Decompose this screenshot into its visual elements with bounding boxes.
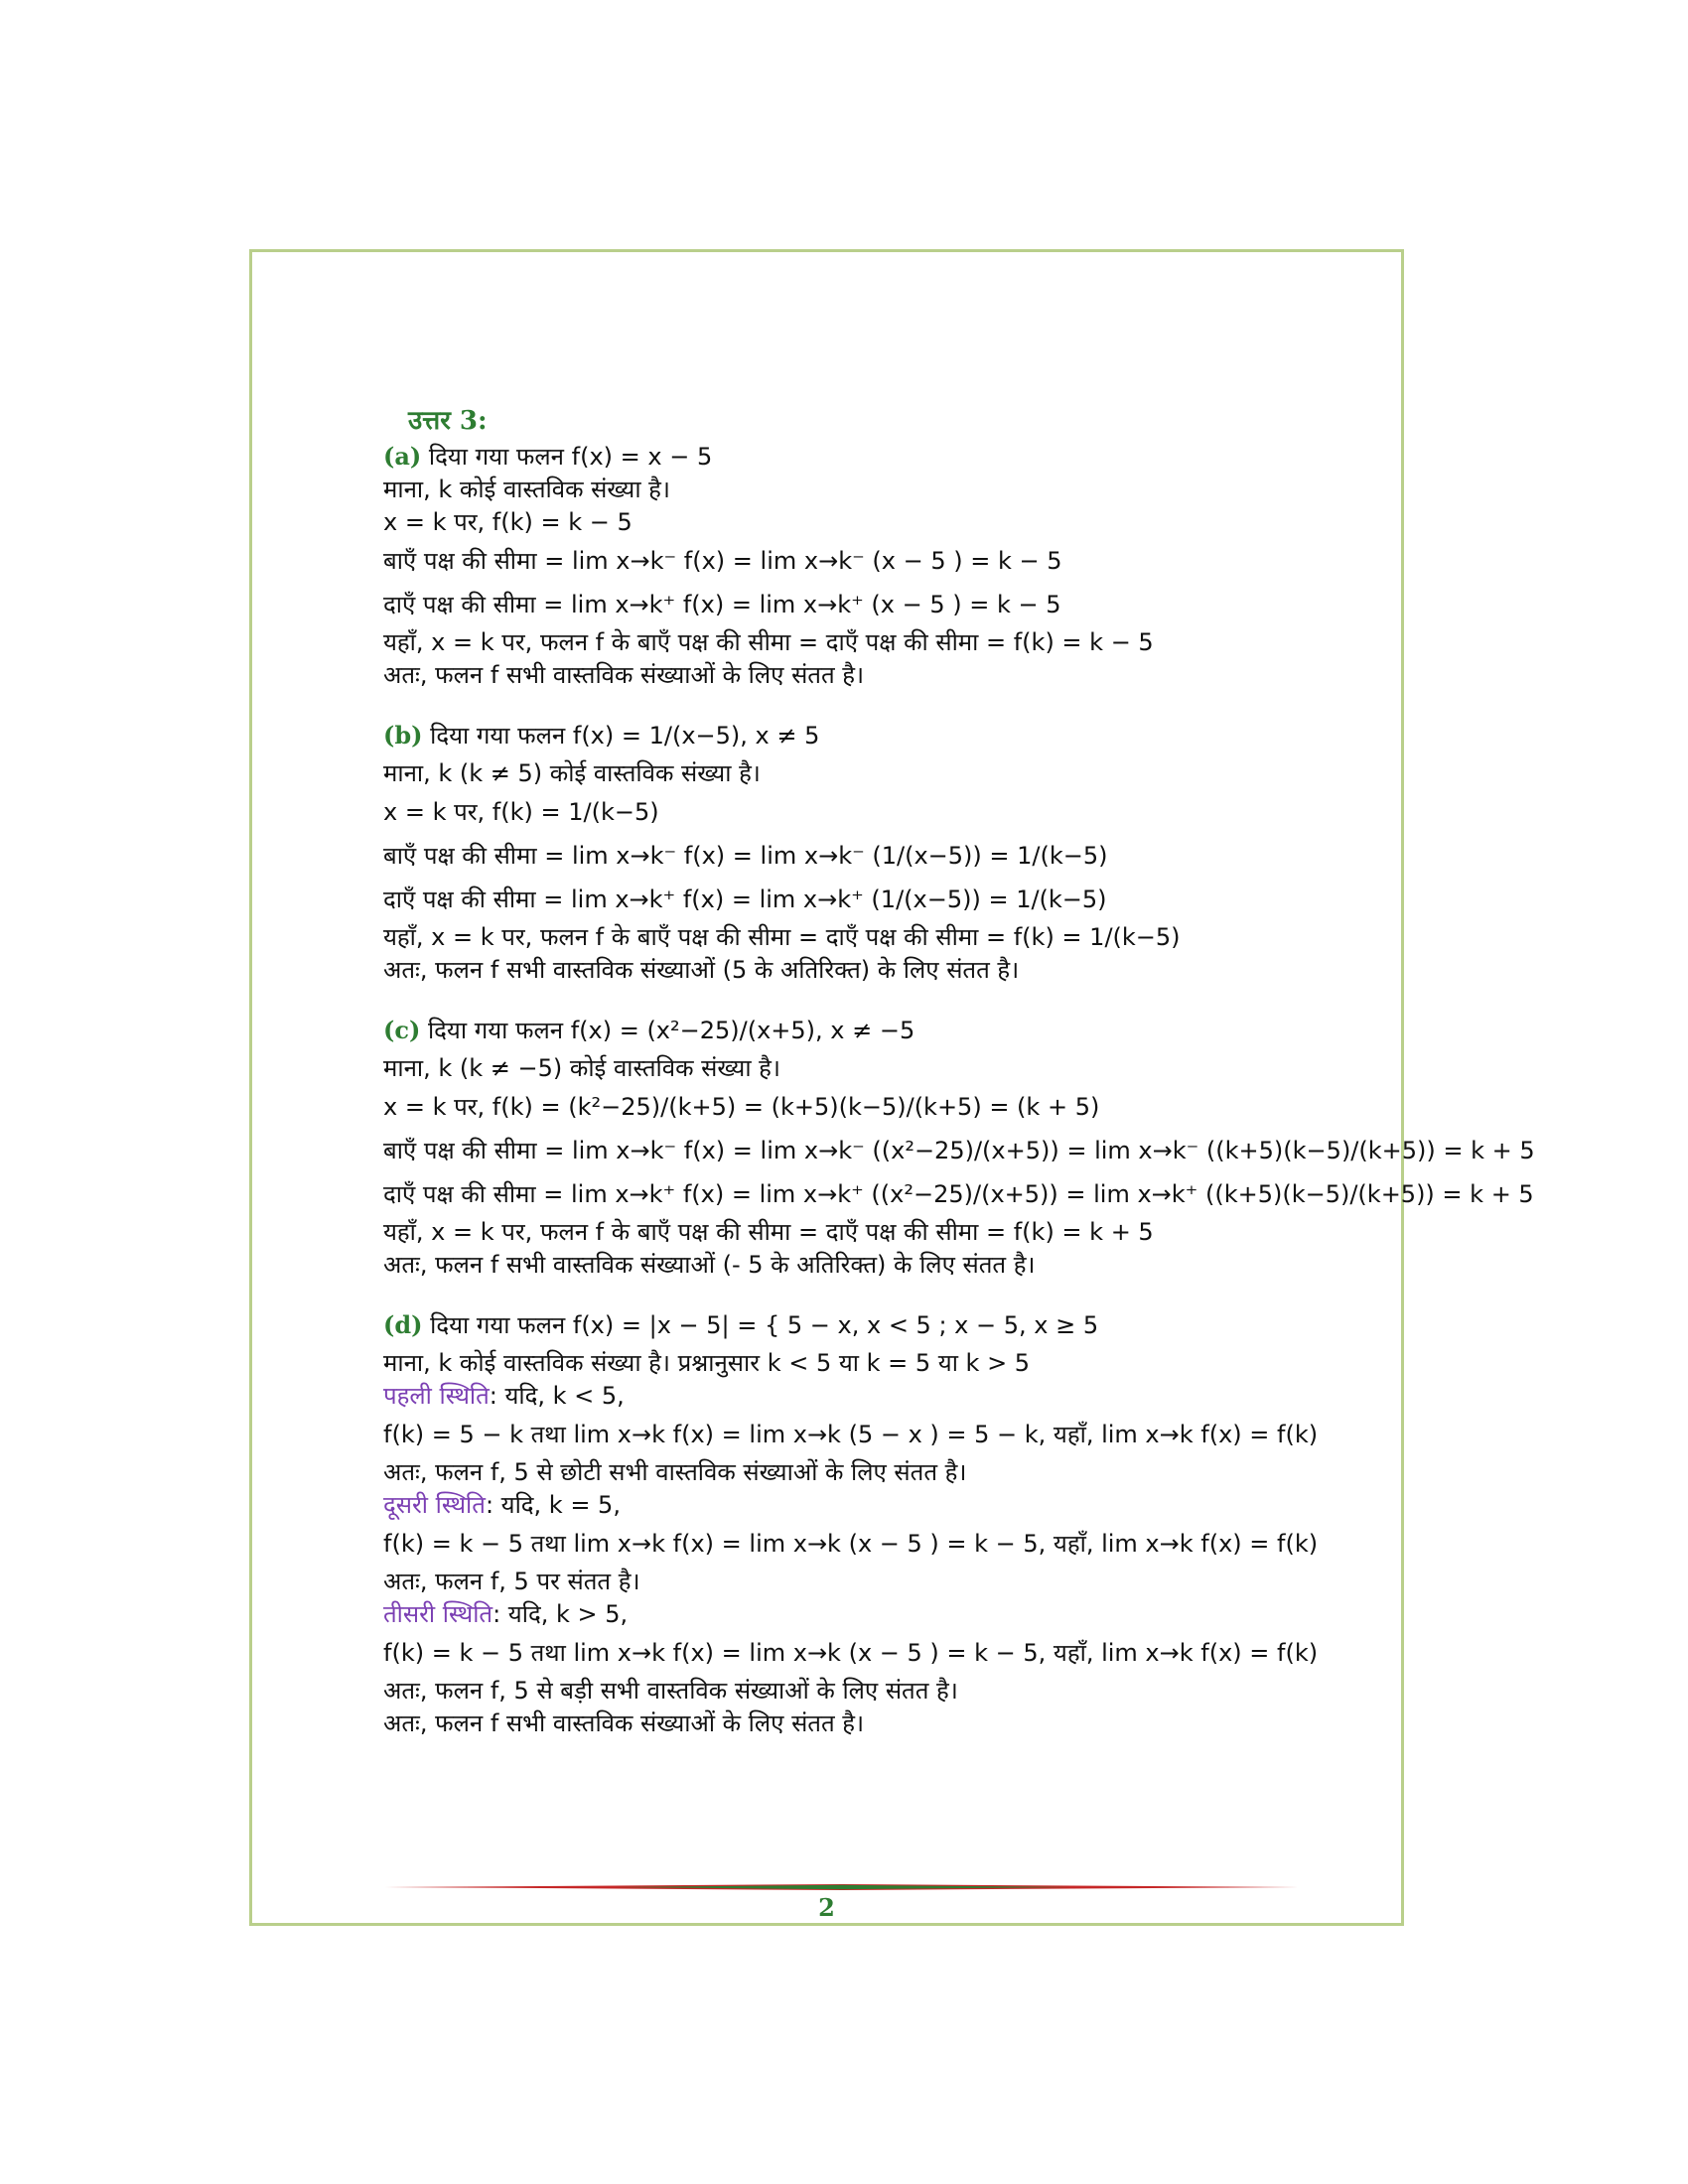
part-c-line-2: x = k पर, f(k) = (k²−25)/(k+5) = (k+5)(k−5)/(k+5) = (k + 5) xyxy=(383,1093,1100,1121)
part-a-line-0 xyxy=(383,440,1376,474)
line-text: दिया गया फलन f(x) = (x²−25)/(x+5), x ≠ −5 xyxy=(427,1017,915,1044)
part-c-line-5: यहाँ, x = k पर, फलन f के बाएँ पक्ष की सीमा = दाएँ पक्ष की सीमा = f(k) = k + 5 xyxy=(383,1218,1154,1246)
part-a-line-1: माना, k कोई वास्तविक संख्या है। xyxy=(383,476,671,503)
part-a-line-5: यहाँ, x = k पर, फलन f के बाएँ पक्ष की सीमा = दाएँ पक्ष की सीमा = f(k) = k − 5 xyxy=(383,628,1154,656)
part-d-line-1: माना, k कोई वास्तविक संख्या है। प्रश्नानुसार k < 5 या k = 5 या k > 5 xyxy=(383,1349,1031,1377)
case-3-line-0: f(k) = k − 5 तथा lim x→k f(x) = lim x→k (x − 5 ) = k − 5, यहाँ, lim x→k f(x) = f(k) xyxy=(383,1639,1319,1667)
part-a-line-6: अतः, फलन f सभी वास्तविक संख्याओं के लिए संतत है। xyxy=(383,661,865,689)
case-title: पहली स्थिति xyxy=(383,1382,490,1410)
part-c-line-0 xyxy=(383,1009,1376,1052)
case-3-line-2: अतः, फलन f सभी वास्तविक संख्याओं के लिए संतत है। xyxy=(383,1709,865,1737)
part-c-line-1: माना, k (k ≠ −5) कोई वास्तविक संख्या है। xyxy=(383,1054,781,1082)
part-label: (b) xyxy=(383,721,423,750)
case-3-line-1: अतः, फलन f, 5 से बड़ी सभी वास्तविक संख्याओं के लिए संतत है। xyxy=(383,1677,958,1705)
part-a-line-4: दाएँ पक्ष की सीमा = lim x→k⁺ f(x) = lim x→k⁺ (x − 5 ) = k − 5 xyxy=(383,591,1061,618)
part-c-line-4: दाएँ पक्ष की सीमा = lim x→k⁺ f(x) = lim x→k⁺ ((x²−25)/(x+5)) = lim x→k⁺ ((k+5)(k−5)/(k+5)) = k + 5 xyxy=(383,1180,1534,1208)
page-number: 2 xyxy=(818,1893,835,1922)
case-condition: : यदि, k = 5, xyxy=(485,1491,621,1519)
case-title: तीसरी स्थिति xyxy=(383,1600,493,1628)
line-text: दिया गया फलन f(x) = 1/(x−5), x ≠ 5 xyxy=(430,722,820,750)
part-b xyxy=(383,714,1376,987)
case-title: दूसरी स्थिति xyxy=(383,1491,486,1519)
case-2-line-0: f(k) = k − 5 तथा lim x→k f(x) = lim x→k (x − 5 ) = k − 5, यहाँ, lim x→k f(x) = f(k) xyxy=(383,1530,1319,1558)
part-b-line-3: बाएँ पक्ष की सीमा = lim x→k⁻ f(x) = lim x→k⁻ (1/(x−5)) = 1/(k−5) xyxy=(383,842,1108,870)
case-1-header xyxy=(383,1380,1376,1413)
part-a xyxy=(383,440,1376,692)
part-b-line-4: दाएँ पक्ष की सीमा = lim x→k⁺ f(x) = lim x→k⁺ (1/(x−5)) = 1/(k−5) xyxy=(383,886,1107,913)
part-label: (d) xyxy=(383,1310,423,1339)
case-2-line-1: अतः, फलन f, 5 पर संतत है। xyxy=(383,1568,640,1595)
part-d xyxy=(383,1303,1376,1740)
part-label: (a) xyxy=(383,442,422,471)
part-c-line-6: अतः, फलन f सभी वास्तविक संख्याओं (- 5 के अतिरिक्त) के लिए संतत है। xyxy=(383,1251,1036,1279)
case-2-header xyxy=(383,1489,1376,1522)
line-text: दिया गया फलन f(x) = |x − 5| = { 5 − x, x < 5 ; x − 5, x ≥ 5 xyxy=(430,1311,1099,1339)
part-a-line-3: बाएँ पक्ष की सीमा = lim x→k⁻ f(x) = lim x→k⁻ (x − 5 ) = k − 5 xyxy=(383,547,1062,575)
case-3-header xyxy=(383,1598,1376,1631)
part-b-line-5: यहाँ, x = k पर, फलन f के बाएँ पक्ष की सीमा = दाएँ पक्ष की सीमा = f(k) = 1/(k−5) xyxy=(383,923,1181,951)
part-a-line-2: x = k पर, f(k) = k − 5 xyxy=(383,508,633,536)
part-b-line-0 xyxy=(383,714,1376,757)
part-b-line-1: माना, k (k ≠ 5) कोई वास्तविक संख्या है। xyxy=(383,759,761,787)
part-c-line-3: बाएँ पक्ष की सीमा = lim x→k⁻ f(x) = lim x→k⁻ ((x²−25)/(x+5)) = lim x→k⁻ ((k+5)(k−5)/(k+5)) = k + 5 xyxy=(383,1137,1535,1164)
part-c xyxy=(383,1009,1535,1282)
line-text: दिया गया फलन f(x) = x − 5 xyxy=(428,443,713,471)
part-b-line-2: x = k पर, f(k) = 1/(k−5) xyxy=(383,798,659,826)
answer-heading: उत्तर 3: xyxy=(408,406,488,436)
case-condition: : यदि, k < 5, xyxy=(489,1382,625,1410)
case-1-line-1: अतः, फलन f, 5 से छोटी सभी वास्तविक संख्याओं के लिए संतत है। xyxy=(383,1458,967,1486)
part-b-line-6: अतः, फलन f सभी वास्तविक संख्याओं (5 के अतिरिक्त) के लिए संतत है। xyxy=(383,956,1020,984)
case-1-line-0: f(k) = 5 − k तथा lim x→k f(x) = lim x→k (5 − x ) = 5 − k, यहाँ, lim x→k f(x) = f(k) xyxy=(383,1421,1319,1448)
answer-content xyxy=(383,405,1535,1762)
part-d-line-0 xyxy=(383,1303,1376,1347)
case-condition: : यदि, k > 5, xyxy=(492,1600,629,1628)
part-label: (c) xyxy=(383,1016,421,1044)
footer-divider xyxy=(385,1884,1299,1890)
